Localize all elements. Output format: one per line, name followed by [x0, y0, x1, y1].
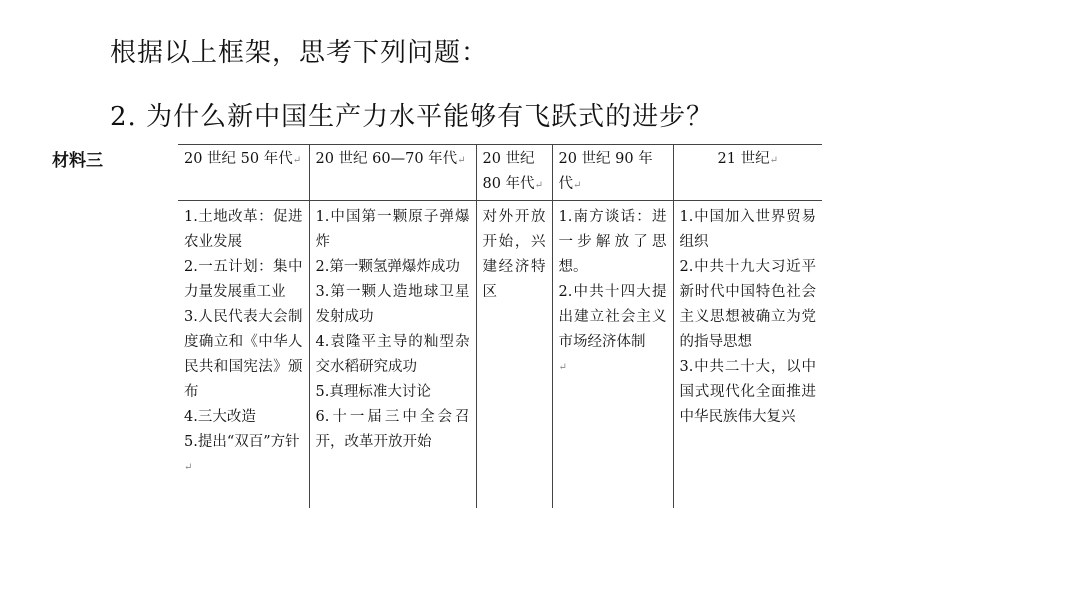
list-item: 1.南方谈话：进一步解放了思想。: [558, 209, 667, 275]
list-item: 3.人民代表大会制度确立和《中华人民共和国宪法》颁布: [184, 309, 303, 400]
timeline-table: [178, 144, 822, 508]
list-item: 2.第一颗氢弹爆炸成功: [315, 259, 460, 275]
list-item: 5.提出“双百”方针: [184, 434, 300, 450]
cell-21st-century: [673, 201, 822, 509]
list-item: 1.中国第一颗原子弹爆炸: [315, 209, 470, 250]
list-item: 4.三大改造: [184, 409, 256, 425]
header-1990s: 20 世纪 90 年代↵: [552, 145, 673, 201]
header-1980s: 20 世纪 80 年代↵: [476, 145, 552, 201]
list-item: 2.中共十四大提出建立社会主义市场经济体制: [558, 284, 667, 350]
list-item: 3.中共二十大，以中国式现代化全面推进中华民族伟大复兴: [679, 359, 816, 425]
list-item: 4.袁隆平主导的籼型杂交水稻研究成功: [315, 334, 470, 375]
table-row: [178, 201, 822, 509]
header-1960s-70s: 20 世纪 60—70 年代↵: [309, 145, 476, 201]
list-item: 1.中国加入世界贸易组织: [679, 209, 816, 250]
cell-1980s: [476, 201, 552, 509]
cell-1950s: [178, 201, 309, 509]
list-item: 3.第一颗人造地球卫星发射成功: [315, 284, 470, 325]
paragraph-mark: ↵: [184, 462, 193, 473]
header-21st-century: 21 世纪↵: [673, 145, 822, 201]
list-item: 对外开放开始，兴建经济特区: [482, 209, 546, 300]
paragraph-mark: ↵: [558, 362, 567, 373]
list-item: 5.真理标准大讨论: [315, 384, 431, 400]
list-item: 1.土地改革：促进农业发展: [184, 209, 303, 250]
list-item: 2.一五计划：集中力量发展重工业: [184, 259, 303, 300]
question-text: 2. 为什么新中国生产力水平能够有飞跃式的进步？: [110, 102, 714, 132]
header-1950s: 20 世纪 50 年代↵: [178, 145, 309, 201]
cell-1990s: [552, 201, 673, 509]
cell-1960s-70s: [309, 201, 476, 509]
material-label: 材料三: [52, 151, 103, 171]
table-header-row: [178, 145, 822, 201]
list-item: 6.十一届三中全会召开，改革开放开始: [315, 409, 470, 450]
heading-text: 根据以上框架，思考下列问题：: [110, 38, 489, 68]
list-item: 2.中共十九大习近平新时代中国特色社会主义思想被确立为党的指导思想: [679, 259, 816, 350]
